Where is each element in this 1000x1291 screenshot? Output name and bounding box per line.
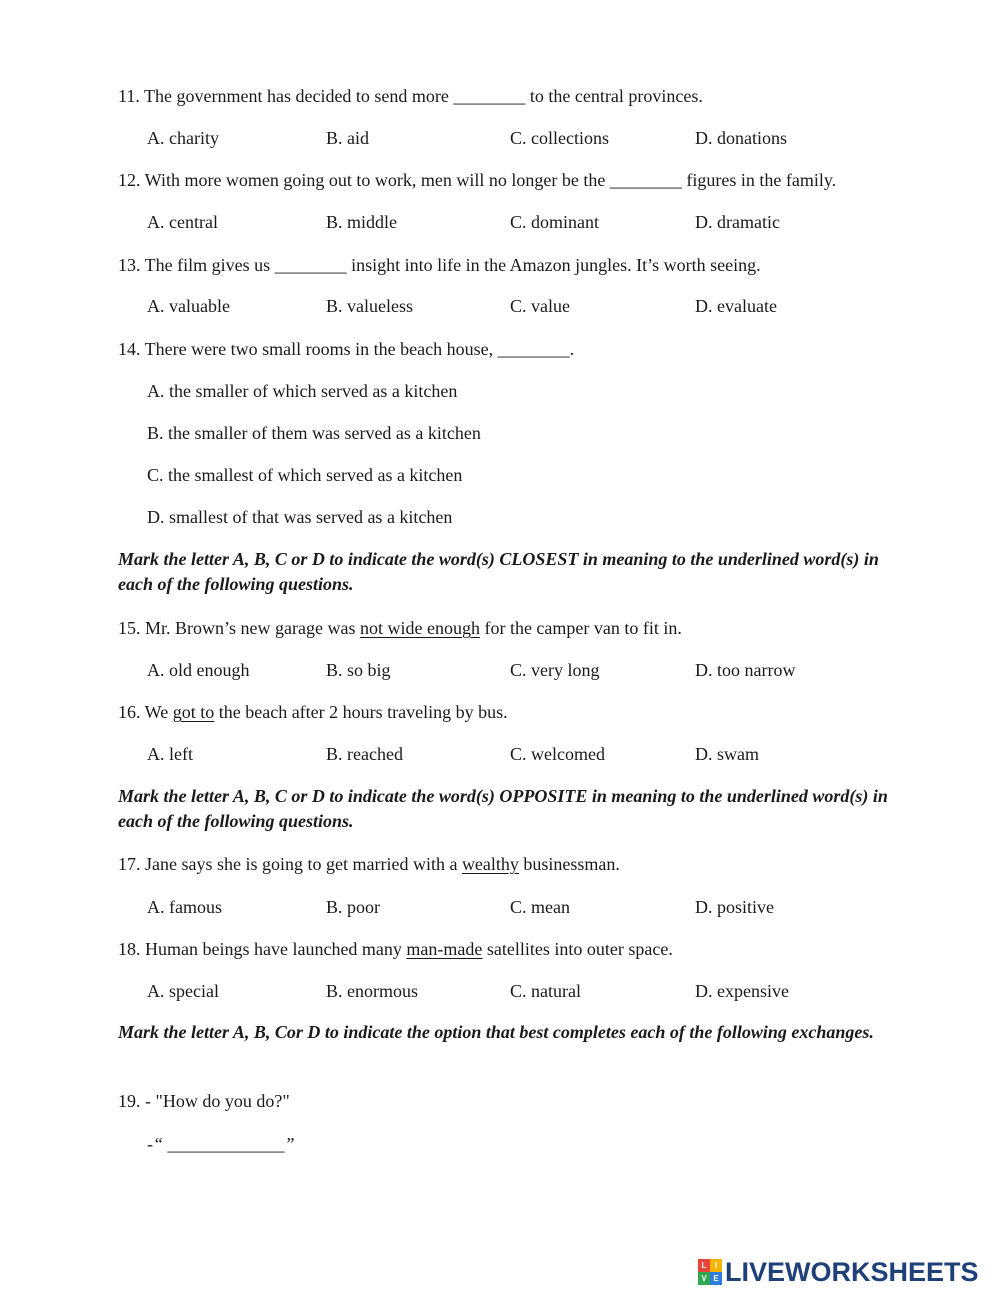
logo-mark-letter: I bbox=[710, 1259, 722, 1272]
question-text: the beach after 2 hours traveling by bus. bbox=[214, 702, 508, 722]
option-d[interactable]: D. donations bbox=[695, 128, 787, 148]
question-18 bbox=[118, 938, 673, 960]
section-instruction: Mark the letter A, B, C or D to indicate the word(s) OPPOSITE in meaning to the underlined word(s) in each of the following questions. bbox=[118, 786, 888, 831]
reply-blank[interactable]: -“ _____________” bbox=[147, 1134, 295, 1154]
logo-text: LIVEWORKSHEETS bbox=[725, 1256, 979, 1287]
option-d[interactable]: D. positive bbox=[695, 897, 774, 917]
option-a[interactable]: A. charity bbox=[147, 128, 219, 148]
question-text: 16. We bbox=[118, 702, 173, 722]
underlined-phrase: not wide enough bbox=[359, 618, 480, 638]
option-c[interactable]: C. collections bbox=[510, 128, 609, 148]
question-13: 13. The film gives us ________ insight into life in the Amazon jungles. It’s worth seeing. bbox=[118, 255, 761, 275]
options-16 bbox=[0, 743, 1000, 765]
option-c[interactable]: C. dominant bbox=[510, 212, 599, 232]
underlined-phrase: wealthy bbox=[461, 854, 519, 874]
option-c[interactable]: C. mean bbox=[510, 897, 570, 917]
option-a[interactable]: A. special bbox=[147, 981, 219, 1001]
options-12 bbox=[0, 211, 1000, 233]
underlined-phrase: man-made bbox=[406, 939, 483, 959]
option-b[interactable]: B. middle bbox=[326, 212, 397, 232]
options-13 bbox=[0, 295, 1000, 317]
question-15 bbox=[118, 617, 682, 639]
logo-mark-letter: E bbox=[710, 1272, 722, 1285]
logo-mark-icon bbox=[698, 1259, 722, 1285]
option-a[interactable]: A. famous bbox=[147, 897, 222, 917]
option-d[interactable]: D. dramatic bbox=[695, 212, 780, 232]
option-b[interactable]: B. aid bbox=[326, 128, 369, 148]
question-14: 14. There were two small rooms in the beach house, ________. bbox=[118, 339, 575, 359]
section-instruction: Mark the letter A, B, Cor D to indicate the option that best completes each of the following exchanges. bbox=[118, 1022, 874, 1042]
question-12: 12. With more women going out to work, men will no longer be the ________ figures in the family. bbox=[118, 170, 837, 190]
option-a[interactable]: A. central bbox=[147, 212, 218, 232]
option-a[interactable]: A. left bbox=[147, 744, 193, 764]
option-d[interactable]: D. evaluate bbox=[695, 296, 777, 316]
option-b[interactable]: B. reached bbox=[326, 744, 403, 764]
logo-mark-letter: V bbox=[698, 1272, 710, 1285]
option-b[interactable]: B. enormous bbox=[326, 981, 418, 1001]
option-a[interactable]: A. the smaller of which served as a kitchen bbox=[147, 381, 458, 401]
question-text: 17. Jane says she is going to get married with a bbox=[118, 854, 462, 874]
logo-mark-letter: L bbox=[698, 1259, 710, 1272]
option-c[interactable]: C. value bbox=[510, 296, 570, 316]
option-c[interactable]: C. the smallest of which served as a kitchen bbox=[147, 465, 463, 485]
question-11: 11. The government has decided to send more ________ to the central provinces. bbox=[118, 86, 703, 106]
question-text: businessman. bbox=[518, 854, 620, 874]
option-d[interactable]: D. expensive bbox=[695, 981, 789, 1001]
options-15 bbox=[0, 659, 1000, 681]
liveworksheets-logo bbox=[698, 1257, 979, 1287]
options-11 bbox=[0, 127, 1000, 149]
question-text: 15. Mr. Brown’s new garage was bbox=[118, 618, 360, 638]
option-b[interactable]: B. the smaller of them was served as a kitchen bbox=[147, 423, 481, 443]
question-text: satellites into outer space. bbox=[482, 939, 673, 959]
question-16 bbox=[118, 701, 508, 723]
section-instruction: Mark the letter A, B, C or D to indicate the word(s) CLOSEST in meaning to the underlined word(s) in each of the following questions. bbox=[118, 549, 879, 594]
option-a[interactable]: A. valuable bbox=[147, 296, 230, 316]
option-c[interactable]: C. welcomed bbox=[510, 744, 605, 764]
option-d[interactable]: D. smallest of that was served as a kitchen bbox=[147, 507, 453, 527]
option-b[interactable]: B. so big bbox=[326, 660, 391, 680]
question-text: 18. Human beings have launched many bbox=[118, 939, 407, 959]
option-d[interactable]: D. too narrow bbox=[695, 660, 796, 680]
option-d[interactable]: D. swam bbox=[695, 744, 759, 764]
question-17 bbox=[118, 853, 620, 875]
option-b[interactable]: B. poor bbox=[326, 897, 380, 917]
question-19: 19. - "How do you do?" bbox=[118, 1091, 290, 1111]
option-c[interactable]: C. natural bbox=[510, 981, 581, 1001]
option-b[interactable]: B. valueless bbox=[326, 296, 413, 316]
options-18 bbox=[0, 980, 1000, 1002]
underlined-phrase: got to bbox=[172, 702, 215, 722]
option-c[interactable]: C. very long bbox=[510, 660, 600, 680]
options-17 bbox=[0, 896, 1000, 918]
question-text: for the camper van to fit in. bbox=[479, 618, 682, 638]
option-a[interactable]: A. old enough bbox=[147, 660, 250, 680]
